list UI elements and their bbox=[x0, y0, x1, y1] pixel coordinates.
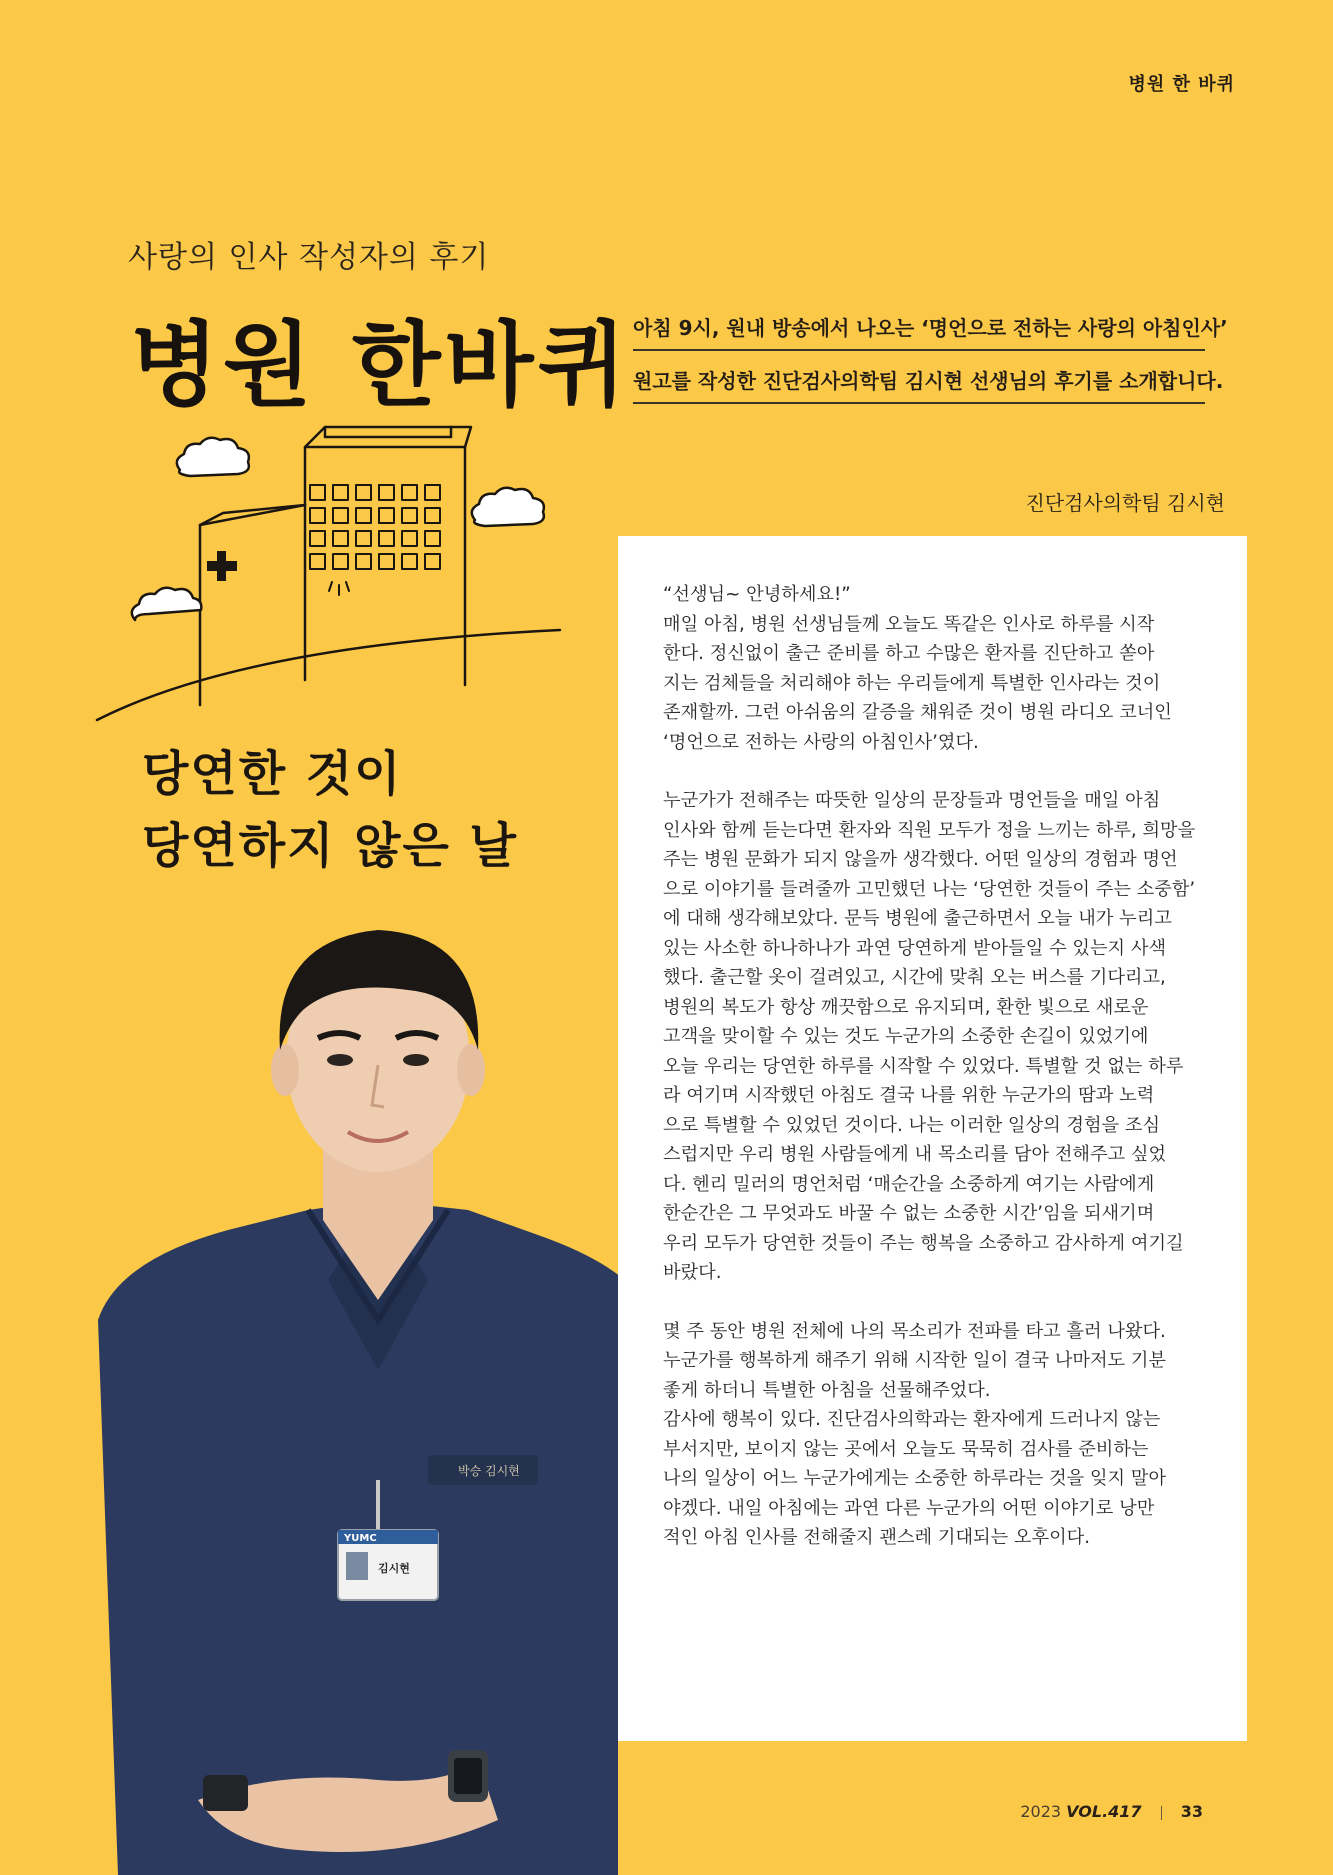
paragraph-2 bbox=[663, 786, 1207, 1288]
page-number: 33 bbox=[1180, 1802, 1203, 1821]
p2-line: 에 대해 생각해보았다. 문득 병원에 출근하면서 오늘 내가 누리고 bbox=[663, 908, 1172, 929]
subtitle-line-1: 당연한 것이 bbox=[142, 746, 403, 802]
intro-line-1-bold: ‘명언으로 전하는 사랑의 아침인사’ bbox=[921, 316, 1228, 340]
footer-year: 2023 bbox=[1020, 1802, 1062, 1821]
p2-line: 병원의 복도가 항상 깨끗함으로 유지되며, 환한 빛으로 새로운 bbox=[663, 996, 1149, 1018]
p1-line: 매일 아침, 병원 선생님들께 오늘도 똑같은 인사로 하루를 시작 bbox=[663, 613, 1155, 635]
p1-line: 한다. 정신없이 출근 준비를 하고 수많은 환자를 진단하고 쏟아 bbox=[663, 643, 1155, 664]
p2-line: 다. 헨리 밀러의 명언처럼 ‘매순간을 소중하게 여기는 사람에게 bbox=[663, 1173, 1155, 1195]
p1-line: “선생님~ 안녕하세요!” bbox=[663, 584, 851, 605]
kicker: 사랑의 인사 작성자의 후기 bbox=[128, 240, 490, 275]
footer-volume: VOL.417 bbox=[1066, 1802, 1142, 1821]
p2-line: 라 여기며 시작했던 아침도 결국 나를 위한 누군가의 땀과 노력 bbox=[663, 1085, 1155, 1106]
p2-line: 주는 병원 문화가 되지 않을까 생각했다. 어떤 일상의 경험과 명언 bbox=[663, 849, 1178, 870]
hospital-illustration bbox=[95, 425, 565, 735]
subtitle bbox=[142, 738, 518, 882]
intro-block bbox=[633, 304, 1228, 410]
p2-line: 으로 이야기를 들려줄까 고민했던 나는 ‘당연한 것들이 주는 소중함’ bbox=[663, 878, 1196, 900]
portrait-photo bbox=[78, 900, 668, 1875]
intro-line-1 bbox=[633, 304, 1228, 351]
p1-line: 지는 검체들을 처리해야 하는 우리들에게 특별한 인사라는 것이 bbox=[663, 672, 1161, 694]
p2-line: 인사와 함께 듣는다면 환자와 직원 모두가 정을 느끼는 하루, 희망을 bbox=[663, 819, 1196, 841]
p3-line: 야겠다. 내일 아침에는 과연 다른 누군가의 어떤 이야기로 낭만 bbox=[663, 1497, 1155, 1519]
p3-line: 나의 일상이 어느 누군가에게는 소중한 하루라는 것을 잊지 말아 bbox=[663, 1468, 1167, 1489]
p2-line: 누군가가 전해주는 따뜻한 일상의 문장들과 명언들을 매일 아침 bbox=[663, 790, 1161, 811]
p2-line: 바랐다. bbox=[663, 1262, 722, 1283]
p2-line: 고객을 맞이할 수 있는 것도 누군가의 소중한 손길이 있었기에 bbox=[663, 1026, 1149, 1047]
article-card bbox=[618, 536, 1247, 1741]
p3-line: 감사에 행복이 있다. 진단검사의학과는 환자에게 드러나지 않는 bbox=[663, 1409, 1161, 1430]
byline: 진단검사의학팀 김시현 bbox=[1025, 491, 1225, 515]
page-title: 병원 한바퀴 bbox=[130, 312, 631, 419]
section-label: 병원 한 바퀴 bbox=[1128, 74, 1235, 95]
p3-line: 좋게 하더니 특별한 아침을 선물해주었다. bbox=[663, 1379, 991, 1401]
page-footer bbox=[1020, 1802, 1203, 1821]
footer-divider bbox=[1161, 1806, 1162, 1820]
p3-line: 적인 아침 인사를 전해줄지 괜스레 기대되는 오후이다. bbox=[663, 1527, 1090, 1548]
p2-line: 으로 특별할 수 있었던 것이다. 나는 이러한 일상의 경험을 조심 bbox=[663, 1114, 1161, 1136]
p2-line: 했다. 출근할 옷이 걸려있고, 시간에 맞춰 오는 버스를 기다리고, bbox=[663, 967, 1166, 988]
p2-line: 있는 사소한 하나하나가 과연 당연하게 받아들일 수 있는지 사색 bbox=[663, 937, 1167, 959]
p1-line: ‘명언으로 전하는 사랑의 아침인사’였다. bbox=[663, 731, 979, 753]
paragraph-1 bbox=[663, 580, 1207, 757]
p1-line: 존재할까. 그런 아쉬움의 갈증을 채워준 것이 병원 라디오 코너인 bbox=[663, 702, 1172, 723]
p2-line: 오늘 우리는 당연한 하루를 시작할 수 있었다. 특별할 것 없는 하루 bbox=[663, 1055, 1184, 1077]
p2-line: 한순간은 그 무엇과도 바꿀 수 없는 소중한 시간’임을 되새기며 bbox=[663, 1203, 1155, 1224]
p2-line: 우리 모두가 당연한 것들이 주는 행복을 소중하고 감사하게 여기길 bbox=[663, 1232, 1184, 1254]
p2-line: 스럽지만 우리 병원 사람들에게 내 목소리를 담아 전해주고 싶었 bbox=[663, 1144, 1167, 1165]
intro-line-2: 원고를 작성한 진단검사의학팀 김시현 선생님의 후기를 소개합니다. bbox=[633, 357, 1205, 404]
badge-name: 김시현 bbox=[378, 1562, 410, 1575]
p3-line: 부서지만, 보이지 않는 곳에서 오늘도 묵묵히 검사를 준비하는 bbox=[663, 1438, 1149, 1460]
intro-line-1-plain: 아침 9시, 원내 방송에서 나오는 bbox=[633, 316, 922, 340]
subtitle-line-2: 당연하지 않은 날 bbox=[142, 818, 518, 874]
paragraph-3 bbox=[663, 1317, 1207, 1553]
pocket-embroidery: 박승 김시현 bbox=[458, 1464, 520, 1478]
p3-line: 누군가를 행복하게 해주기 위해 시작한 일이 결국 나마저도 기분 bbox=[663, 1350, 1167, 1371]
badge-org: YUMC bbox=[344, 1533, 377, 1544]
p3-line: 몇 주 동안 병원 전체에 나의 목소리가 전파를 타고 흘러 나왔다. bbox=[663, 1320, 1166, 1342]
